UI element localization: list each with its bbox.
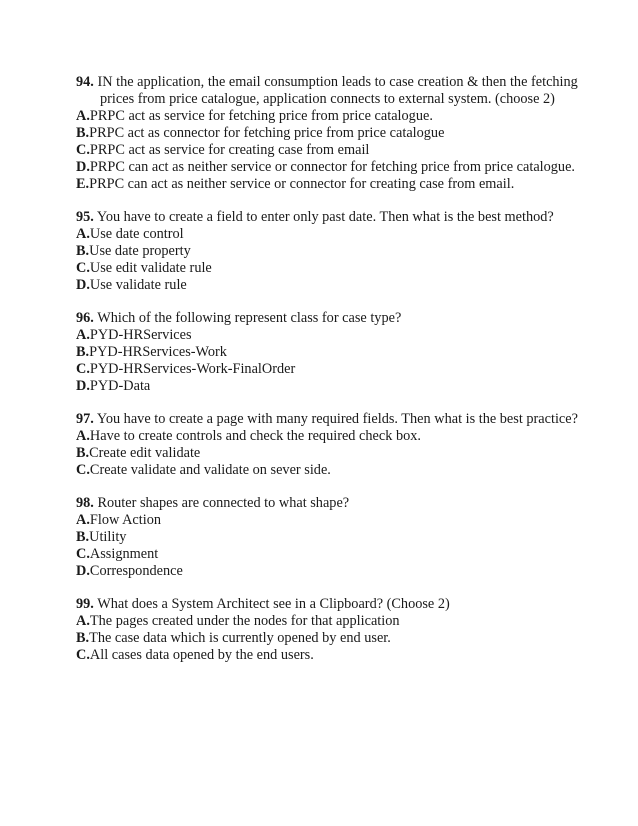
option-text: Use date property [89,243,191,259]
answer-option [76,378,596,395]
option-text: Create validate and validate on sever side. [89,462,331,478]
question-block [76,596,596,664]
option-text: The case data which is currently opened by end user. [89,630,391,646]
question-text-line [76,596,596,613]
option-letter: C. [76,260,90,276]
answer-option [76,260,596,277]
option-text: Create edit validate [89,445,201,461]
question-block [76,411,596,479]
option-text: PYD-HRServices [89,327,192,343]
question-text: IN the application, the email consumption leads to case creation & then the fetching prices from price catalogue, application connects to external system. (choose 2) [97,74,578,107]
answer-option [76,428,596,445]
option-letter: A. [76,327,90,343]
answer-option [76,142,596,159]
question-text-line [76,74,596,108]
answer-option [76,647,596,664]
answer-option [76,243,596,260]
question-text: Which of the following represent class for case type? [97,310,402,326]
option-letter: B. [76,445,90,461]
option-letter: A. [76,512,90,528]
option-text: Use edit validate rule [89,260,212,276]
question-text: What does a System Architect see in a Clipboard? (Choose 2) [97,596,450,612]
answer-option [76,546,596,563]
option-letter: D. [76,159,90,175]
option-text: Use date control [89,226,184,242]
question-number: 96. [76,310,94,326]
question-block [76,495,596,580]
option-letter: C. [76,647,90,663]
option-letter: E. [76,176,90,192]
question-text: You have to create a page with many required fields. Then what is the best practice? [96,411,578,427]
answer-option [76,512,596,529]
option-text: Use validate rule [89,277,187,293]
answer-option [76,630,596,647]
option-letter: B. [76,529,90,545]
option-text: PYD-HRServices-Work [89,344,227,360]
option-text: PRPC act as service for fetching price from price catalogue. [89,108,433,124]
question-number: 98. [76,495,94,511]
answer-option [76,108,596,125]
question-number: 99. [76,596,94,612]
question-text: Router shapes are connected to what shape? [97,495,350,511]
option-text: PRPC can act as neither service or connector for fetching price from price catalogue. [89,159,576,175]
option-letter: D. [76,563,90,579]
question-text-line [76,310,596,327]
option-letter: C. [76,546,90,562]
answer-option [76,159,596,176]
answer-option [76,226,596,243]
option-letter: A. [76,108,90,124]
question-block [76,74,596,193]
option-text: Have to create controls and check the required check box. [89,428,421,444]
option-letter: D. [76,378,90,394]
question-number: 94. [76,74,94,90]
option-letter: A. [76,226,90,242]
option-letter: C. [76,142,90,158]
option-text: Assignment [89,546,159,562]
answer-option [76,327,596,344]
option-text: PRPC can act as neither service or connector for creating case from email. [89,176,515,192]
question-list [76,74,596,680]
answer-option [76,361,596,378]
option-letter: A. [76,428,90,444]
option-text: All cases data opened by the end users. [89,647,314,663]
option-letter: B. [76,630,90,646]
question-number: 97. [76,411,94,427]
question-number: 95. [76,209,94,225]
answer-option [76,445,596,462]
option-text: PYD-HRServices-Work-FinalOrder [89,361,296,377]
option-text: Correspondence [89,563,183,579]
question-block [76,310,596,395]
answer-option [76,563,596,580]
question-text-line [76,495,596,512]
option-text: The pages created under the nodes for that application [89,613,400,629]
option-text: PRPC act as service for creating case from email [89,142,370,158]
option-letter: D. [76,277,90,293]
answer-option [76,529,596,546]
option-text: Flow Action [89,512,161,528]
question-block [76,209,596,294]
answer-option [76,462,596,479]
answer-option [76,125,596,142]
answer-option [76,613,596,630]
option-text: Utility [89,529,127,545]
option-letter: C. [76,462,90,478]
option-letter: B. [76,344,90,360]
option-text: PRPC act as connector for fetching price from price catalogue [89,125,445,141]
answer-option [76,176,596,193]
option-letter: C. [76,361,90,377]
answer-option [76,344,596,361]
question-text-line [76,411,596,428]
option-letter: A. [76,613,90,629]
option-letter: B. [76,243,90,259]
option-letter: B. [76,125,90,141]
answer-option [76,277,596,294]
question-text: You have to create a field to enter only past date. Then what is the best method? [96,209,554,225]
question-text-line [76,209,596,226]
option-text: PYD-Data [89,378,151,394]
